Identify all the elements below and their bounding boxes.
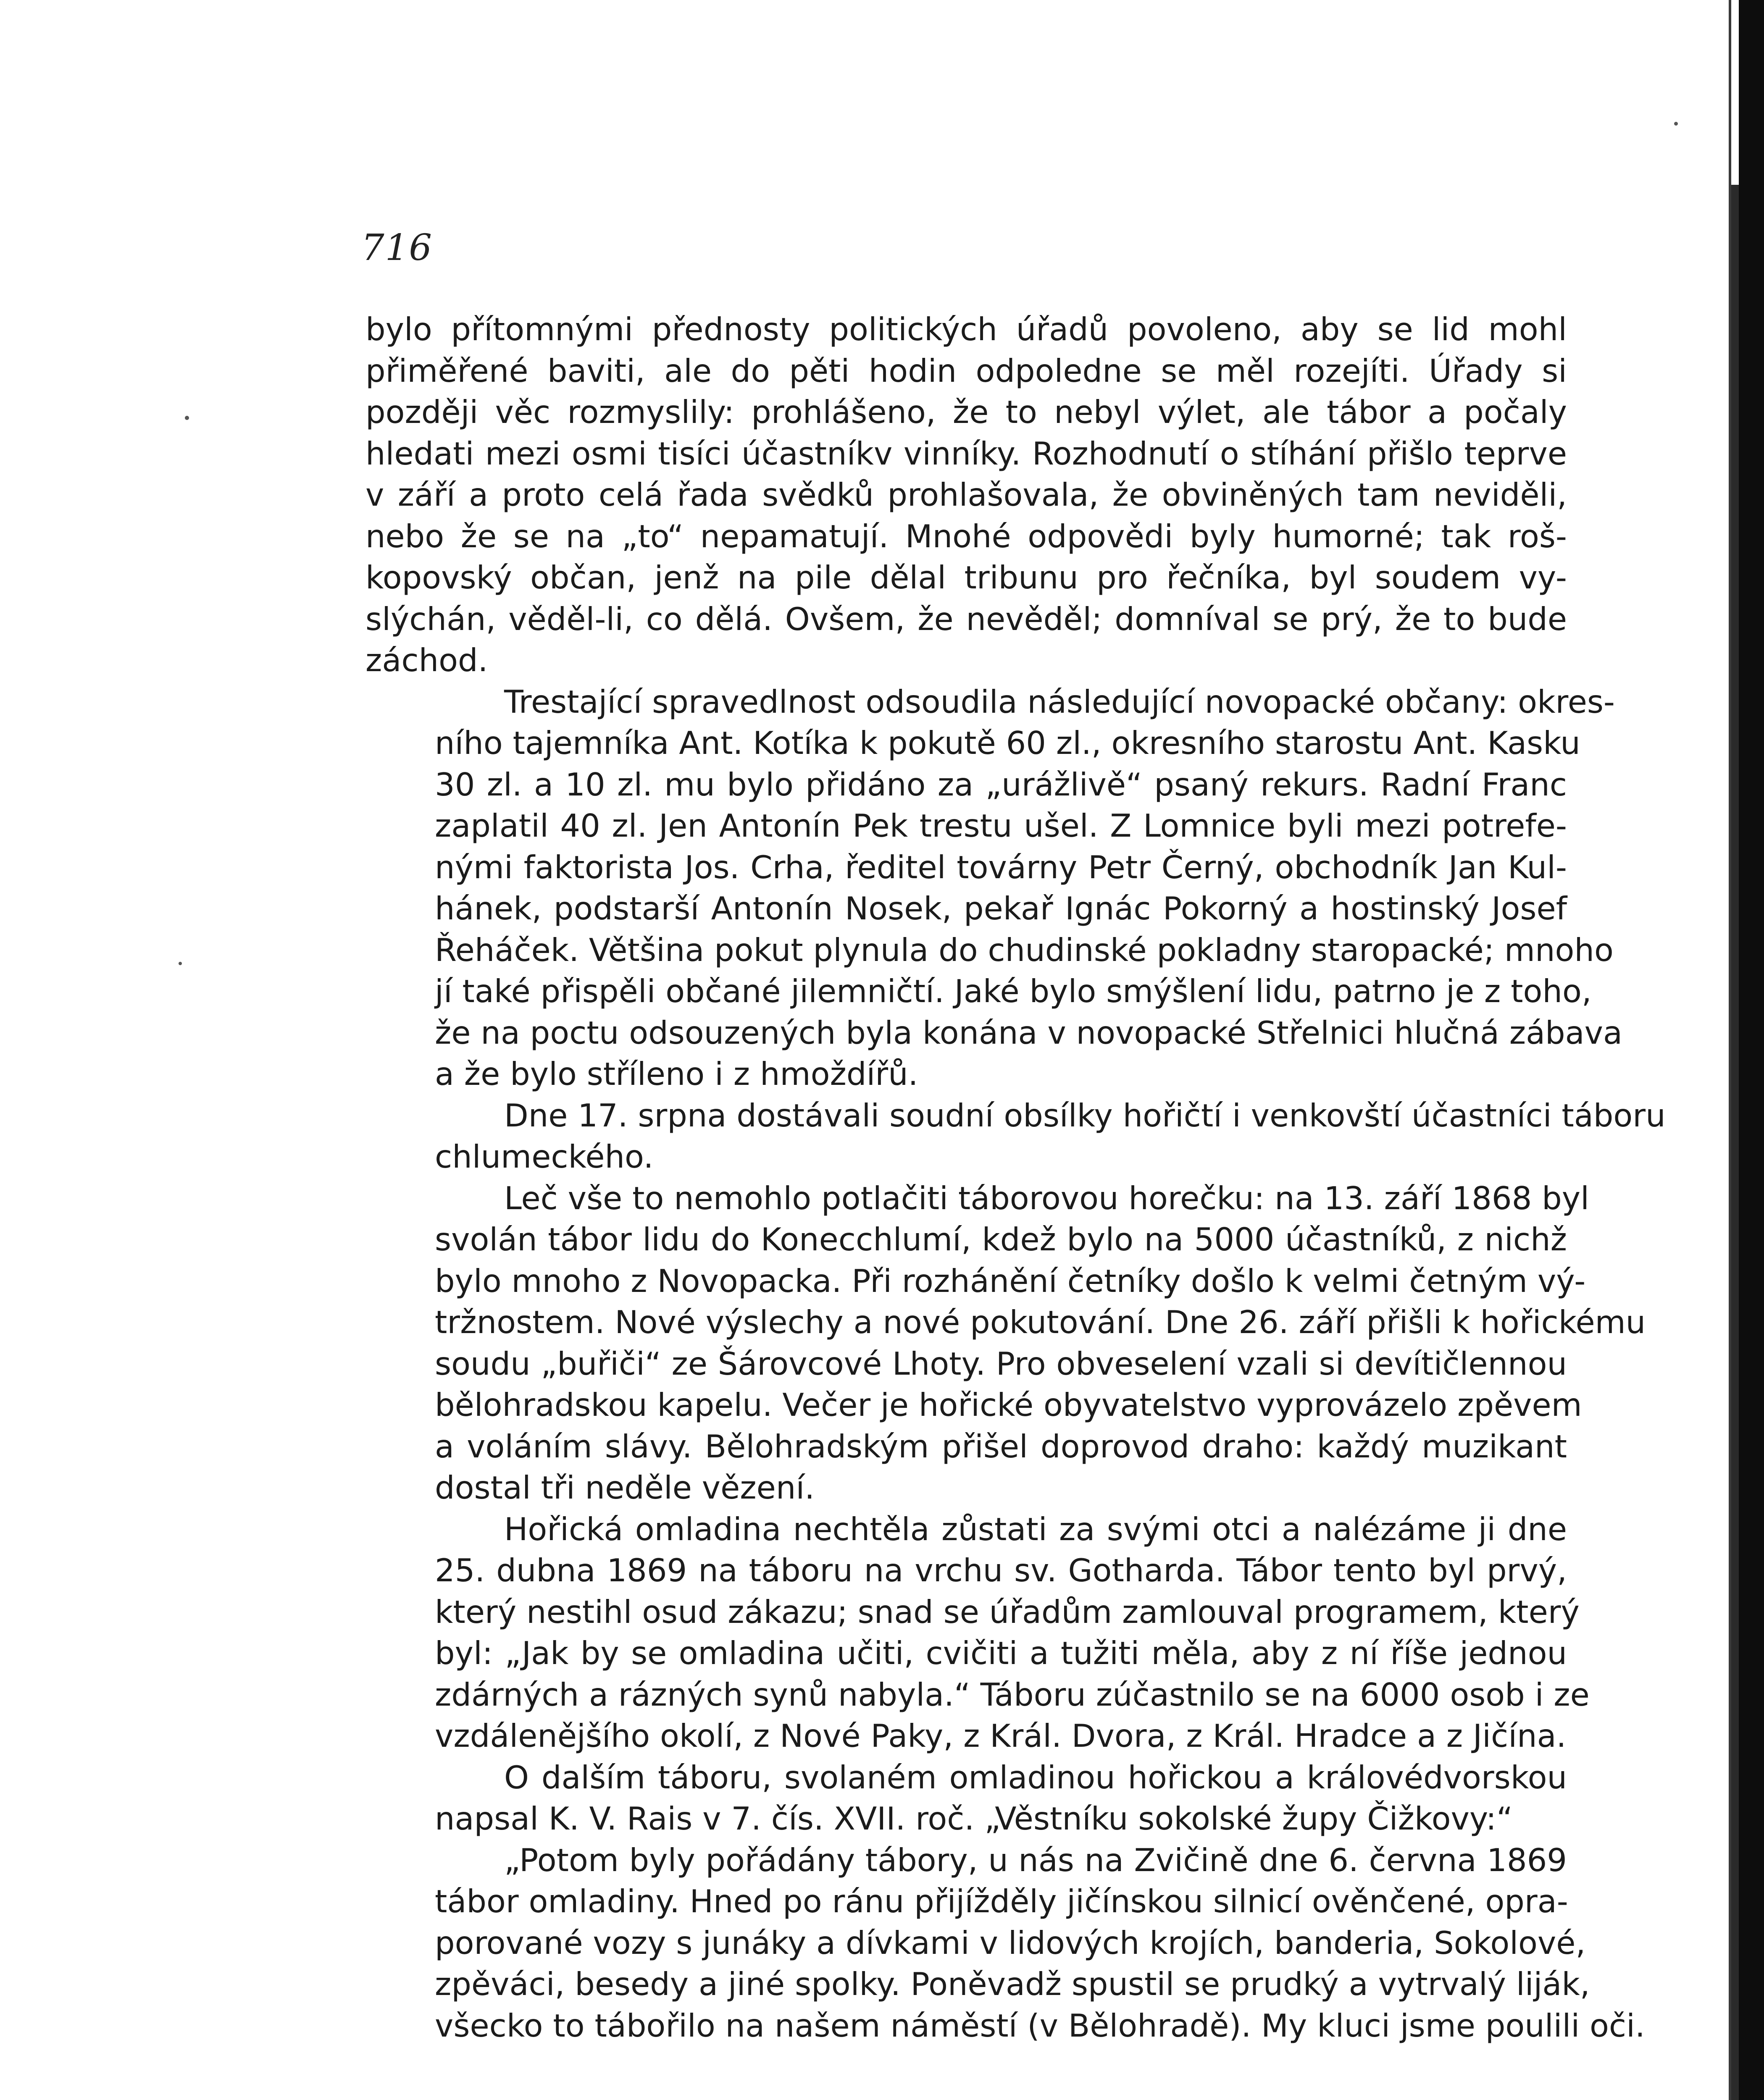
text-line: hánek, podstarší Antonín Nosek, pekař Ignác Pokorný a hostinský Josef [435,890,1567,927]
text-line: který nestihl osud zákazu; snad se úřadům zamlouval programem, který [435,1593,1580,1630]
text-line: a voláním slávy. Bělohradským přišel doprovod draho: každý muzikant [435,1428,1567,1465]
text-line: tržnostem. Nové výslechy a nové pokutování. Dne 26. září přišli k hořickému [435,1304,1646,1341]
text-line: zpěváci, besedy a jiné spolky. Poněvadž spustil se prudký a vytrvalý liják, [435,1966,1590,2003]
text-line: přiměřené baviti, ale do pěti hodin odpoledne se měl rozejíti. Úřady si [365,352,1567,389]
text-line: v září a proto celá řada svědků prohlašovala, že obviněných tam neviděli, [365,476,1567,513]
scan-edge-right [1739,0,1764,2100]
text-line: soudu „buřiči“ ze Šárovcové Lhoty. Pro obveselení vzali si devítičlennou [435,1345,1567,1382]
text-line: O dalším táboru, svolaném omladinou hořickou a královédvorskou [504,1759,1567,1796]
scan-speck [179,962,182,965]
text-line: svolán tábor lidu do Konecchlumí, kdež bylo na 5000 účastníků, z nichž [435,1221,1567,1258]
scan-speck [185,416,189,420]
text-line: porované vozy s junáky a dívkami v lidových krojích, banderia, Sokolové, [435,1924,1586,1961]
text-line: zaplatil 40 zl. Jen Antonín Pek trestu ušel. Z Lomnice byli mezi potrefe- [435,807,1567,844]
text-line: později věc rozmyslily: prohlášeno, že to nebyl výlet, ale tábor a počaly [365,394,1567,430]
text-line: Trestající spravedlnost odsoudila následující novopacké občany: okres- [504,683,1615,720]
text-line: dostal tři neděle vězení. [435,1469,815,1506]
text-line: zdárných a rázných synů nabyla.“ Táboru zúčastnilo se na 6000 osob i ze [435,1676,1590,1713]
text-line: chlumeckého. [435,1138,654,1175]
text-line: všecko to tábořilo na našem náměstí (v Bělohradě). My kluci jsme poulili oči. [435,2007,1645,2044]
paragraph [365,1840,1645,2047]
text-line: „Potom byly pořádány tábory, u nás na Zvičině dne 6. června 1869 [504,1841,1567,1879]
text-line: bylo přítomnými přednosty politických úřadů povoleno, aby se lid mohl [365,311,1567,348]
text-line: tábor omladiny. Hned po ránu přijížděly jičínskou silnicí ověnčené, opra- [435,1883,1568,1920]
text-line: napsal K. V. Rais v 7. čís. XVII. roč. „Věstníku sokolské župy Čižkovy:“ [435,1800,1513,1837]
text-line: záchod. [365,642,488,679]
text-line: nými faktorista Jos. Crha, ředitel továrny Petr Černý, obchodník Jan Kul- [435,848,1567,886]
body-text [365,309,1666,2046]
text-line: Dne 17. srpna dostávali soudní obsílky hořičtí i venkovští účastníci táboru [504,1097,1666,1134]
text-line: a že bylo stříleno i z hmoždířů. [435,1055,918,1092]
page-number: 716 [361,227,433,269]
paragraph [365,1757,1567,1840]
text-line: jí také přispěli občané jilemničtí. Jaké bylo smýšlení lidu, patrno je z toho, [435,973,1592,1010]
text-line: 25. dubna 1869 na táboru na vrchu sv. Gotharda. Tábor tento byl prvý, [435,1552,1567,1589]
text-line: Hořická omladina nechtěla zůstati za svými otci a nalézáme ji dne [504,1510,1567,1548]
text-line: 30 zl. a 10 zl. mu bylo přidáno za „urážlivě“ psaný rekurs. Radní Franc [435,766,1567,803]
paragraph [365,309,1567,681]
text-line: nebo že se na „to“ nepamatují. Mnohé odpovědi byly humorné; tak roš- [365,517,1567,555]
scan-edge-shadow [1731,185,1739,2100]
text-line: kopovský občan, jenž na pile dělal tribunu pro řečníka, byl soudem vy- [365,559,1567,596]
paragraph [365,1095,1666,1178]
text-line: Řeháček. Většina pokut plynula do chudinské pokladny staropacké; mnoho [435,931,1614,969]
text-line: byl: „Jak by se omladina učiti, cvičiti a tužiti měla, aby z ní říše jednou [435,1635,1567,1672]
paragraph [365,1509,1590,1757]
paragraph [365,1178,1646,1509]
text-line: bělohradskou kapelu. Večer je hořické obyvatelstvo vyprovázelo zpěvem [435,1386,1582,1423]
text-line: Leč vše to nemohlo potlačiti táborovou horečku: na 13. září 1868 byl [504,1179,1589,1217]
text-line: bylo mnoho z Novopacka. Při rozhánění četníky došlo k velmi četným vý- [435,1262,1586,1299]
paragraph [365,681,1622,1095]
text-line: ního tajemníka Ant. Kotíka k pokutě 60 zl., okresního starostu Ant. Kasku [435,724,1580,761]
text-line: slýchán, věděl-li, co dělá. Ovšem, že nevěděl; domníval se prý, že to bude [365,600,1567,638]
text-line: vzdálenějšího okolí, z Nové Paky, z Král. Dvora, z Král. Hradce a z Jičína. [435,1717,1567,1754]
scan-speck [1674,122,1678,126]
text-line: že na poctu odsouzených byla konána v novopacké Střelnici hlučná zábava [435,1014,1622,1051]
text-line: hledati mezi osmi tisíci účastníkv vinníky. Rozhodnutí o stíhání přišlo teprve [365,435,1567,472]
